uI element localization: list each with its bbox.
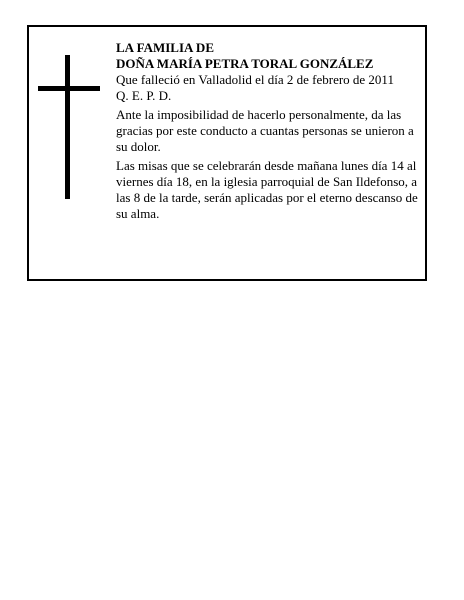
notice-text — [116, 40, 421, 222]
rip-abbreviation: Q. E. P. D. — [116, 88, 172, 103]
heading-deceased-name: DOÑA MARÍA PETRA TORAL GONZÁLEZ — [116, 56, 374, 71]
death-statement: Que falleció en Valladolid el día 2 de febrero de 2011 — [116, 72, 394, 87]
cross-horizontal-bar — [38, 86, 100, 91]
thanks-paragraph: Ante la imposibilidad de hacerlo personalmente, da las gracias por este conducto a cuantas personas se unieron a su dolor. — [116, 107, 414, 154]
masses-paragraph: Las misas que se celebrarán desde mañana lunes día 14 al viernes día 18, en la iglesia parroquial de San Ildefonso, a las 8 de la tarde, serán aplicadas por el eterno descanso de su alma. — [116, 158, 418, 221]
obituary-notice — [27, 25, 427, 281]
cross-icon — [38, 55, 100, 199]
cross-vertical-bar — [65, 55, 70, 199]
heading-family: LA FAMILIA DE — [116, 40, 214, 55]
